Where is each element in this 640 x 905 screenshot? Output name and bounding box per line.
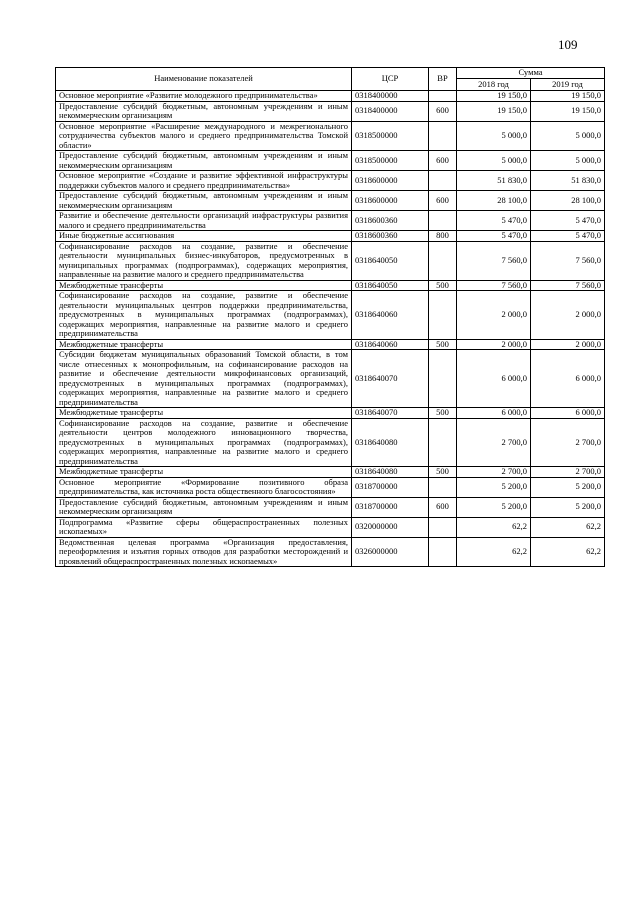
row-amount-2019: 2 700,0 [531,467,605,478]
row-csr: 0318500000 [352,121,429,151]
row-amount-2018: 19 150,0 [457,91,531,102]
header-year-2019: 2019 год [531,79,605,91]
table-row [56,339,605,350]
row-vr: 500 [429,339,457,350]
row-csr: 0318640050 [352,241,429,280]
row-name: Предоставление субсидий бюджетным, автономным учреждениям и иным некоммерческим организациям [56,497,352,517]
table-row [56,211,605,231]
row-amount-2019: 19 150,0 [531,101,605,121]
row-csr: 0326000000 [352,537,429,567]
row-vr [429,477,457,497]
row-amount-2018: 7 560,0 [457,241,531,280]
row-amount-2019: 5 470,0 [531,231,605,242]
table-row [56,241,605,280]
row-amount-2019: 5 200,0 [531,477,605,497]
table-row [56,91,605,102]
row-amount-2019: 2 000,0 [531,291,605,340]
row-vr [429,418,457,467]
row-name: Основное мероприятие «Развитие молодежного предпринимательства» [56,91,352,102]
table-body [56,91,605,567]
row-name: Межбюджетные трансферты [56,339,352,350]
row-vr [429,211,457,231]
row-amount-2018: 28 100,0 [457,191,531,211]
row-vr: 600 [429,151,457,171]
header-name: Наименование показателей [56,68,352,91]
row-vr [429,91,457,102]
row-csr: 0318700000 [352,477,429,497]
row-csr: 0318500000 [352,151,429,171]
row-name: Софинансирование расходов на создание, развитие и обеспечение деятельности центров молодежного инновационного творчества, предусмотренных в муниципальных программах (подпрограммах), содержащих мероприятия, направленные на развитие малого и среднего предпринимательства [56,418,352,467]
row-name: Основное мероприятие «Формирование позитивного образа предпринимательства, как источника роста общественного благосостояния» [56,477,352,497]
row-name: Ведомственная целевая программа «Организация предоставления, переоформления и изъятия горных отводов для разработки месторождений и проявлений общераспространенных полезных ископаемых» [56,537,352,567]
row-vr: 500 [429,280,457,291]
table-row [56,231,605,242]
table-row [56,121,605,151]
row-amount-2019: 7 560,0 [531,280,605,291]
row-amount-2018: 5 470,0 [457,231,531,242]
row-name: Межбюджетные трансферты [56,408,352,419]
row-amount-2018: 2 700,0 [457,467,531,478]
table-row [56,537,605,567]
row-name: Предоставление субсидий бюджетным, автономным учреждениям и иным некоммерческим организациям [56,101,352,121]
row-csr: 0318640070 [352,408,429,419]
row-amount-2018: 5 200,0 [457,477,531,497]
table-row [56,101,605,121]
row-csr: 0318640050 [352,280,429,291]
row-amount-2019: 6 000,0 [531,350,605,408]
header-vr: ВР [429,68,457,91]
table-row [56,151,605,171]
row-vr: 500 [429,467,457,478]
row-name: Подпрограмма «Развитие сферы общераспространенных полезных ископаемых» [56,517,352,537]
row-amount-2019: 7 560,0 [531,241,605,280]
row-csr: 0318600360 [352,211,429,231]
table-row [56,467,605,478]
row-vr: 600 [429,101,457,121]
table-row [56,517,605,537]
table-row [56,191,605,211]
budget-table [55,67,605,567]
row-amount-2019: 6 000,0 [531,408,605,419]
row-amount-2018: 6 000,0 [457,350,531,408]
row-name: Софинансирование расходов на создание, развитие и обеспечение деятельности муниципальных бизнес-инкубаторов, предусмотренных в муниципальных программах (подпрограммах), содержащих мероприятия, направленные на развитие малого и среднего предпринимательства [56,241,352,280]
row-amount-2018: 2 000,0 [457,339,531,350]
row-vr [429,537,457,567]
row-name: Основное мероприятие «Расширение международного и межрегионального сотрудничества субъектов малого и среднего предпринимательства Томской области» [56,121,352,151]
row-amount-2019: 28 100,0 [531,191,605,211]
row-csr: 0318640060 [352,339,429,350]
table-row [56,477,605,497]
row-csr: 0318600000 [352,171,429,191]
row-amount-2018: 51 830,0 [457,171,531,191]
row-name: Основное мероприятие «Создание и развитие эффективной инфраструктуры поддержки субъектов малого и среднего предпринимательства» [56,171,352,191]
row-amount-2019: 19 150,0 [531,91,605,102]
header-year-2018: 2018 год [457,79,531,91]
row-amount-2019: 5 470,0 [531,211,605,231]
row-amount-2018: 6 000,0 [457,408,531,419]
row-amount-2018: 5 470,0 [457,211,531,231]
row-name: Предоставление субсидий бюджетным, автономным учреждениям и иным некоммерческим организациям [56,151,352,171]
row-name: Межбюджетные трансферты [56,467,352,478]
row-amount-2019: 2 700,0 [531,418,605,467]
table-row [56,171,605,191]
row-name: Иные бюджетные ассигнования [56,231,352,242]
table-row [56,291,605,340]
row-name: Субсидии бюджетам муниципальных образований Томской области, в том числе отнесенных к монопрофильным, на софинансирование расходов на развитие и обеспечение деятельности микрофинансовых организаций, предусмотренных в муниципальных программах (подпрограммах), содержащих мероприятия, направленные на развитие малого и среднего предпринимательства [56,350,352,408]
row-name: Предоставление субсидий бюджетным, автономным учреждениям и иным некоммерческим организациям [56,191,352,211]
row-amount-2019: 5 000,0 [531,121,605,151]
row-name: Межбюджетные трансферты [56,280,352,291]
row-vr [429,171,457,191]
header-csr: ЦСР [352,68,429,91]
row-csr: 0318600360 [352,231,429,242]
row-vr [429,517,457,537]
header-sum: Сумма [457,68,605,79]
row-csr: 0318400000 [352,101,429,121]
table-row [56,418,605,467]
row-amount-2019: 2 000,0 [531,339,605,350]
page-number: 109 [558,37,578,52]
row-vr: 500 [429,408,457,419]
row-name: Развитие и обеспечение деятельности организаций инфраструктуры развития малого и среднего предпринимательства [56,211,352,231]
row-vr [429,241,457,280]
row-amount-2018: 2 700,0 [457,418,531,467]
row-amount-2019: 5 200,0 [531,497,605,517]
table-row [56,497,605,517]
table-row [56,280,605,291]
row-csr: 0318640080 [352,418,429,467]
row-csr: 0318640070 [352,350,429,408]
row-vr [429,121,457,151]
row-amount-2019: 51 830,0 [531,171,605,191]
row-amount-2018: 19 150,0 [457,101,531,121]
table-row [56,350,605,408]
row-amount-2018: 7 560,0 [457,280,531,291]
table-row [56,408,605,419]
row-amount-2019: 5 000,0 [531,151,605,171]
row-vr [429,350,457,408]
row-csr: 0318400000 [352,91,429,102]
row-csr: 0318600000 [352,191,429,211]
row-vr [429,291,457,340]
row-amount-2018: 62,2 [457,537,531,567]
row-vr: 800 [429,231,457,242]
row-name: Софинансирование расходов на создание, развитие и обеспечение деятельности муниципальных центров поддержки предпринимательства, предусмотренных в муниципальных программах (подпрограммах), содержащих мероприятия, направленные на развитие малого и среднего предпринимательства [56,291,352,340]
row-vr: 600 [429,497,457,517]
row-amount-2018: 2 000,0 [457,291,531,340]
row-csr: 0320000000 [352,517,429,537]
row-amount-2018: 62,2 [457,517,531,537]
row-amount-2019: 62,2 [531,517,605,537]
row-vr: 600 [429,191,457,211]
row-amount-2018: 5 200,0 [457,497,531,517]
row-amount-2018: 5 000,0 [457,151,531,171]
row-csr: 0318700000 [352,497,429,517]
row-csr: 0318640060 [352,291,429,340]
row-amount-2019: 62,2 [531,537,605,567]
row-csr: 0318640080 [352,467,429,478]
row-amount-2018: 5 000,0 [457,121,531,151]
